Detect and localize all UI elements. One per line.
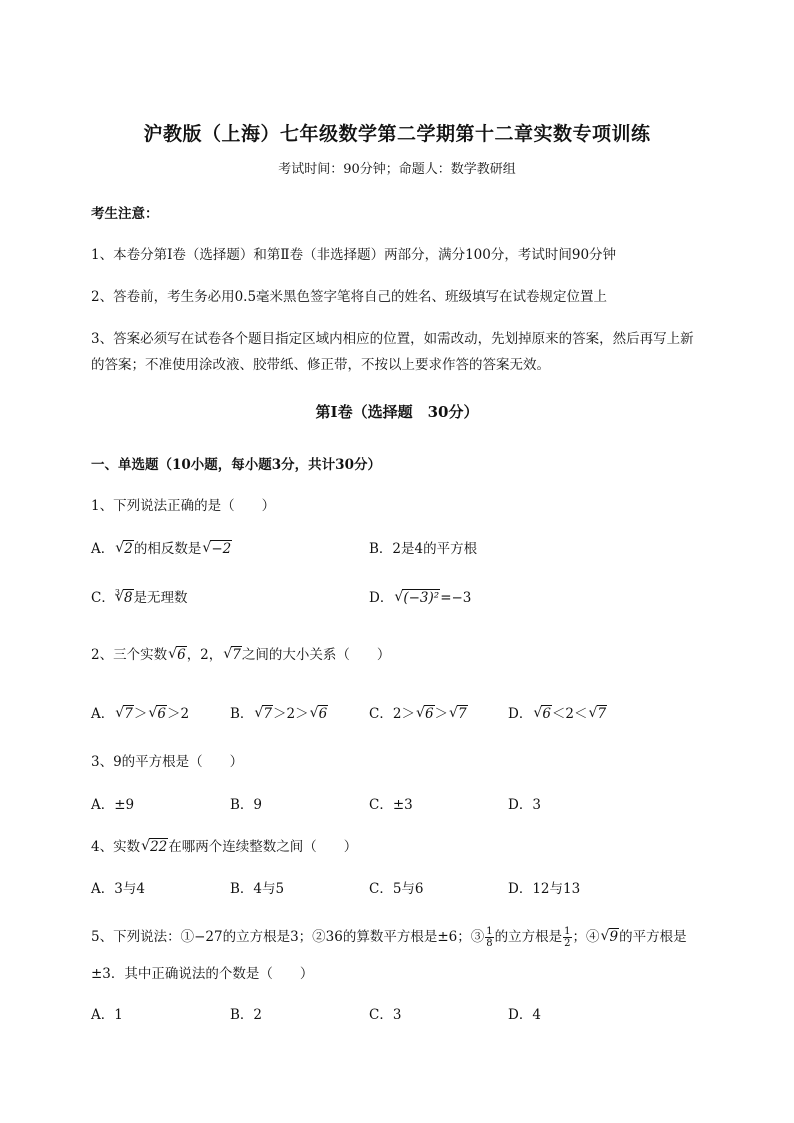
q1-option-d	[369, 586, 471, 606]
page-title: 沪教版（上海）七年级数学第二学期第十二章实数专项训练	[143, 123, 651, 145]
notice-item-1: 1、本卷分第I卷（选择题）和第Ⅱ卷（非选择题）两部分，满分100分，考试时间90分钟	[91, 247, 617, 263]
radicand: (−3)²	[403, 590, 440, 606]
question-5-stem-line-1	[91, 925, 687, 949]
radical	[115, 541, 134, 557]
stem-text: 4、实数	[91, 839, 141, 855]
option-text: 是无理数	[133, 590, 188, 606]
stem-text: ，2，	[186, 647, 223, 663]
radical	[449, 706, 468, 722]
q3-option-c: C．±3	[369, 797, 413, 813]
radical	[394, 590, 440, 606]
notice-item-3-line-1: 3、答案必须写在试卷各个题目指定区域内相应的位置，如需改动，先划掉原来的答案，然后再写上新	[91, 331, 694, 347]
option-label: A．	[91, 706, 115, 722]
q2-option-b	[230, 702, 328, 722]
q2-option-c	[369, 702, 468, 722]
radical	[114, 587, 134, 606]
option-text: 的相反数是	[133, 541, 202, 557]
q5-option-a: A．1	[91, 1007, 123, 1023]
radical	[310, 706, 329, 722]
cube-root-index: 3	[114, 587, 120, 597]
option-label: C．	[369, 706, 393, 722]
notice-item-3-line-2: 的答案；不准使用涂改液、胶带纸、修正带，不按以上要求作答的答案无效。	[91, 357, 550, 373]
radicand: 9	[609, 929, 619, 945]
radical	[416, 706, 435, 722]
q3-option-d: D．3	[508, 797, 541, 813]
value: 2	[180, 706, 190, 722]
q1-option-c	[91, 586, 188, 606]
radicand: 7	[458, 706, 467, 722]
denominator: 8	[486, 938, 493, 949]
radicand: 7	[232, 647, 241, 663]
symbol: ＞	[166, 706, 181, 722]
symbol: ＜	[551, 706, 566, 722]
symbol: ＞	[133, 706, 148, 722]
stem-text: 的立方根是	[494, 929, 563, 945]
radical	[601, 929, 620, 945]
option-text: =−3	[440, 590, 472, 606]
option-label: B．	[230, 706, 254, 722]
q3-option-b: B．9	[230, 797, 263, 813]
symbol: ＞	[401, 706, 415, 722]
q2-option-d	[508, 702, 607, 722]
radicand: 7	[263, 706, 273, 722]
symbol: ＞	[273, 706, 287, 722]
question-5-stem-line-2: ±3．其中正确说法的个数是（ ）	[91, 966, 314, 982]
q1-option-b: B．2是4的平方根	[369, 541, 478, 557]
q5-option-d: D．4	[508, 1007, 541, 1023]
option-label: C．	[91, 590, 115, 606]
radical	[148, 706, 167, 722]
radical	[533, 706, 552, 722]
q5-option-c: C．3	[369, 1007, 402, 1023]
denominator: 2	[564, 938, 571, 949]
q5-option-b: B．2	[230, 1007, 263, 1023]
numerator: 1	[486, 926, 493, 937]
fraction	[485, 926, 493, 949]
option-label: A．	[91, 541, 115, 557]
question-2-stem	[91, 643, 390, 663]
radical	[254, 706, 273, 722]
option-label: D．	[508, 706, 533, 722]
radicand: 6	[177, 647, 186, 663]
symbol: ＞	[295, 706, 309, 722]
q4-option-b: B．4与5	[230, 881, 285, 897]
numerator: 1	[564, 926, 571, 937]
radicand: 6	[542, 706, 551, 722]
stem-text: 之间的大小关系（ ）	[241, 647, 391, 663]
q1-option-a	[91, 537, 232, 557]
value: 2	[392, 706, 402, 722]
stem-text: 的平方根是	[619, 929, 687, 945]
radical	[141, 839, 168, 855]
radical	[223, 647, 242, 663]
notice-item-2: 2、答卷前，考生务必用0.5毫米黑色签字笔将自己的姓名、班级填写在试卷规定位置上	[91, 289, 608, 305]
radical	[168, 647, 187, 663]
symbol: ＜	[574, 706, 588, 722]
q4-option-c: C．5与6	[369, 881, 424, 897]
radicand: 2	[124, 541, 133, 557]
radicand: 6	[424, 706, 434, 722]
q2-option-a	[91, 702, 189, 722]
question-3-stem: 3、9的平方根是（ ）	[91, 754, 244, 770]
radicand: 6	[318, 706, 328, 722]
radicand: 8	[123, 590, 133, 606]
stem-text: ；④	[572, 929, 600, 945]
stem-text: 5、下列说法：①−27的立方根是3；②36的算数平方根是±6；③	[91, 929, 485, 945]
part-1-title: 第I卷（选择题 30分）	[315, 403, 479, 421]
stem-text: 在哪两个连续整数之间（ ）	[168, 839, 358, 855]
radicand: 7	[124, 706, 133, 722]
symbol: ＞	[434, 706, 449, 722]
value: 2	[286, 706, 296, 722]
question-1-stem: 1、下列说法正确的是（ ）	[91, 498, 276, 514]
fraction	[563, 926, 571, 949]
notice-heading: 考生注意：	[91, 206, 159, 222]
radical	[589, 706, 608, 722]
q4-option-d: D．12与13	[508, 881, 581, 897]
question-4-stem	[91, 835, 357, 855]
radicand: 22	[150, 839, 168, 855]
radicand: 7	[597, 706, 607, 722]
q4-option-a: A．3与4	[91, 881, 145, 897]
radicand: −2	[211, 541, 232, 557]
radicand: 6	[157, 706, 166, 722]
section-heading: 一、单选题（10小题，每小题3分，共计30分）	[91, 457, 381, 473]
exam-info: 考试时间：90分钟；命题人：数学教研组	[278, 162, 516, 177]
radical	[115, 706, 134, 722]
stem-text: 2、三个实数	[91, 647, 168, 663]
radical	[202, 541, 232, 557]
value: 2	[565, 706, 575, 722]
option-label: D．	[369, 590, 394, 606]
q3-option-a: A．±9	[91, 797, 135, 813]
